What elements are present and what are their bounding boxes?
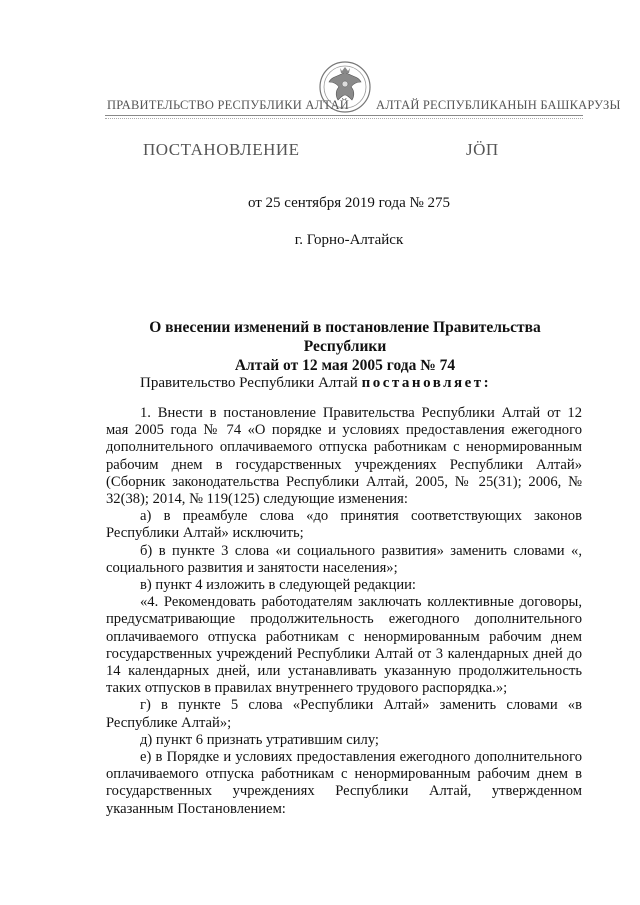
date-and-number: от 25 сентября 2019 года № 275	[247, 195, 451, 211]
header-divider	[105, 115, 583, 116]
document-body	[106, 405, 582, 818]
doc-type-russian: ПОСТАНОВЛЕНИЕ	[143, 140, 300, 159]
government-name-altai: АЛТАЙ РЕСПУБЛИКАНЫН БАШКАРУЗЫ	[376, 98, 621, 112]
intro-prefix: Правительство Республики Алтай	[140, 375, 358, 391]
paragraph-d: д) пункт 6 признать утратившим силу;	[140, 731, 379, 748]
document-title	[110, 318, 580, 375]
doc-type-altai: ЈӦП	[466, 140, 499, 159]
paragraph-b: б) в пункте 3 слова «и социального развития» заменить словами «, социального развития и занятости населения»;	[106, 542, 582, 576]
paragraph-1: 1. Внести в постановление Правительства Республики Алтай от 12 мая 2005 года № 74 «О порядке и условиях предоставления ежегодного дополнительного оплачиваемого отпуска работникам с ненормированным рабочим днем в государственных учреждениях Республики Алтай» (Сборник законодательства Республики Алтай, 2005, № 25(31); 2006, № 32(38); 2014, № 119(125) следующие изменения:	[106, 405, 582, 508]
paragraph-a: а) в преамбуле слова «до принятия соответствующих законов Республики Алтай» исключить;	[106, 508, 582, 542]
city: г. Горно-Алтайск	[294, 232, 404, 248]
government-name-russian: ПРАВИТЕЛЬСТВО РЕСПУБЛИКИ АЛТАЙ	[107, 98, 349, 112]
paragraph-quote-4: «4. Рекомендовать работодателям заключать коллективные договоры, предусматривающие продолжительность ежегодного дополнительного оплачиваемого отпуска работникам с ненормированным рабочим днем государственных учреждений Республики Алтай от 3 календарных дней до 14 календарных дней, или устанавливать указанную продолжительность таких отпусков в правилах внутреннего трудового распорядка.»;	[106, 594, 582, 697]
paragraph-g: г) в пункте 5 слова «Республики Алтай» заменить словами «в Республике Алтай»;	[106, 697, 582, 731]
title-line-1: О внесении изменений в постановление Правительства Республики	[149, 319, 541, 355]
intro-verb: постановляет:	[361, 375, 492, 391]
paragraph-e: е) в Порядке и условиях предоставления ежегодного дополнительного оплачиваемого отпуска работникам с ненормированным рабочим днем в государственных учреждениях Республики Алтай, утвержденном указанным Постановлением:	[106, 749, 582, 817]
paragraph-v: в) пункт 4 изложить в следующей редакции:	[140, 577, 416, 594]
header-divider-dotted	[105, 118, 583, 119]
title-line-2: Алтай от 12 мая 2005 года № 74	[234, 357, 456, 374]
resolution-intro	[140, 375, 491, 392]
